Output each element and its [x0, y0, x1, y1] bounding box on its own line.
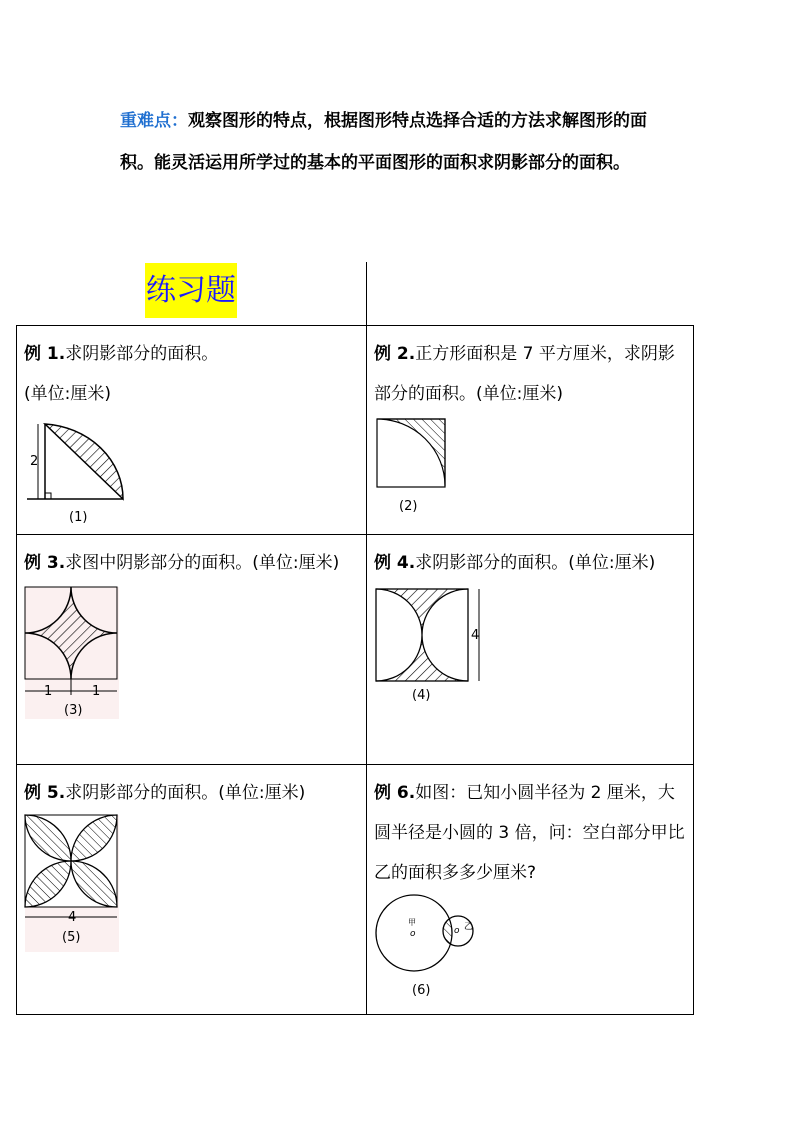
section-title: 练习题 — [145, 263, 237, 318]
dimension-label: 4 — [68, 910, 77, 925]
figure-label: (3) — [64, 703, 83, 718]
example-unit: (单位:厘米) — [24, 384, 111, 404]
example-text: 求图中阴影部分的面积。(单位:厘米) — [65, 553, 340, 573]
example-3 — [17, 535, 367, 765]
example-number: 例 3. — [24, 553, 66, 573]
dimension-label: 4 — [471, 628, 480, 643]
example-text: 求阴影部分的面积。(单位:厘米) — [65, 783, 306, 803]
figure-label: (2) — [399, 499, 418, 514]
example-number: 例 6. — [374, 783, 416, 803]
dimension-label: 2 — [30, 454, 39, 469]
example-number: 例 2. — [374, 344, 416, 364]
key-points-text: 观察图形的特点，根据图形特点选择合适的方法求解图形的面积。能灵活运用所学过的基本的平面图形的面积求阴影部分的面积。 — [120, 111, 647, 173]
divider — [366, 262, 367, 325]
center-label: o — [410, 929, 416, 939]
dimension-label: 1 — [44, 684, 53, 699]
key-points — [120, 100, 680, 184]
example-text: 如图：已知小圆半径为 2 厘米，大圆半径是小圆的 3 倍，问：空白部分甲比乙的面积多多少厘米? — [374, 783, 685, 883]
example-1 — [17, 326, 367, 535]
example-6 — [367, 765, 694, 1015]
figure-label: (6) — [412, 983, 431, 998]
figure-5 — [24, 813, 134, 953]
figure-6 — [374, 893, 494, 1003]
figure-label: (4) — [412, 688, 431, 703]
center-label: o — [454, 926, 460, 936]
example-4 — [367, 535, 694, 765]
figure-1 — [24, 414, 134, 524]
example-text: 求阴影部分的面积。(单位:厘米) — [415, 553, 656, 573]
exercise-table — [16, 325, 694, 1015]
example-5 — [17, 765, 367, 1015]
example-text: 求阴影部分的面积。 — [65, 344, 219, 364]
example-2 — [367, 326, 694, 535]
figure-label: (5) — [62, 930, 81, 945]
example-number: 例 5. — [24, 783, 66, 803]
figure-4 — [374, 583, 494, 703]
dimension-label: 1 — [92, 684, 101, 699]
figure-label: (1) — [69, 510, 88, 524]
example-number: 例 4. — [374, 553, 416, 573]
figure-3 — [24, 583, 134, 723]
example-text: 正方形面积是 7 平方厘米，求阴影部分的面积。(单位:厘米) — [374, 344, 675, 404]
key-points-label: 重难点： — [120, 111, 188, 131]
label-jia: 甲 — [408, 918, 416, 927]
example-number: 例 1. — [24, 344, 66, 364]
figure-2 — [374, 414, 484, 514]
label-yi: 乙 — [464, 922, 474, 932]
